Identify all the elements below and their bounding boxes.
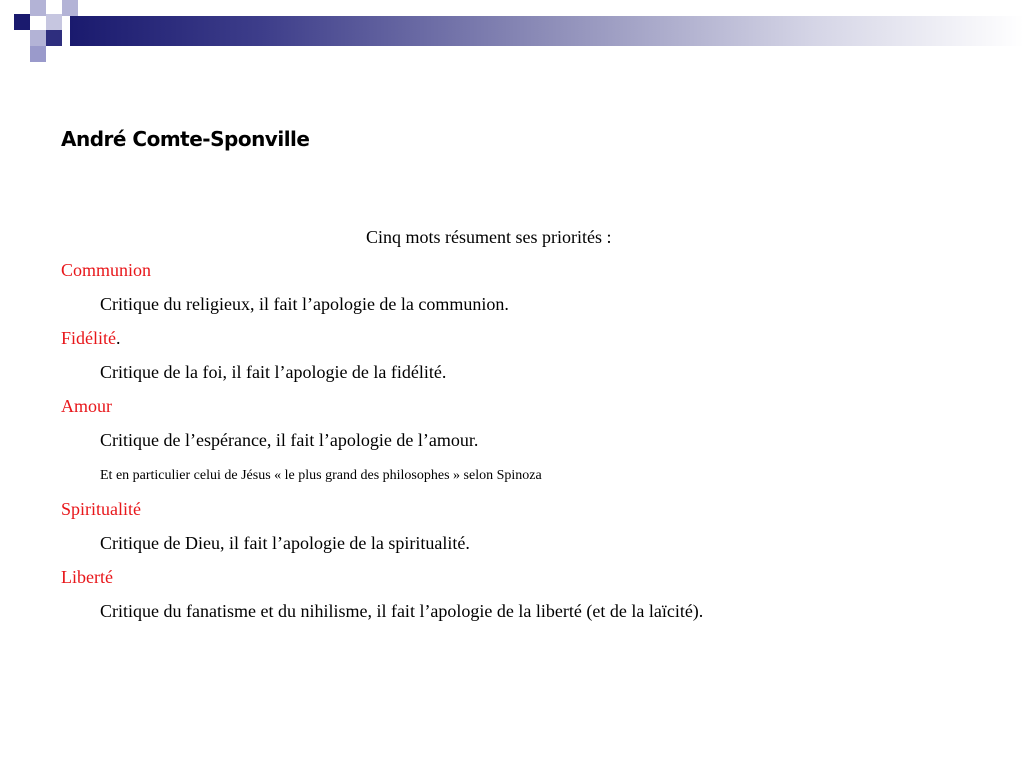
section-text-amour: Critique de l’espérance, il fait l’apologie de l’amour. — [100, 430, 479, 450]
heading-text: Liberté — [61, 567, 113, 587]
section-heading-communion — [61, 261, 151, 279]
section-heading-fidelite — [61, 329, 121, 347]
section-heading-amour — [61, 397, 112, 415]
heading-text: Amour — [61, 396, 112, 416]
heading-text: Communion — [61, 260, 152, 280]
heading-text: Fidélité — [61, 328, 116, 348]
section-text-communion: Critique du religieux, il fait l’apologie de la communion. — [100, 294, 509, 314]
slide-title: André Comte-Sponville — [61, 127, 310, 151]
section-note-amour: Et en particulier celui de Jésus « le plus grand des philosophes » selon Spinoza — [100, 468, 542, 483]
section-text-liberte: Critique du fanatisme et du nihilisme, il fait l’apologie de la liberté (et de la laïcité). — [100, 601, 704, 621]
heading-punctuation: . — [116, 328, 121, 348]
heading-text: Spiritualité — [61, 499, 141, 519]
section-text-spiritualite: Critique de Dieu, il fait l’apologie de la spiritualité. — [100, 533, 470, 553]
section-heading-liberte — [61, 568, 113, 586]
section-heading-spiritualite — [61, 500, 141, 518]
intro-text: Cinq mots résument ses priorités : — [366, 227, 612, 247]
section-text-fidelite: Critique de la foi, il fait l’apologie de la fidélité. — [100, 362, 447, 382]
